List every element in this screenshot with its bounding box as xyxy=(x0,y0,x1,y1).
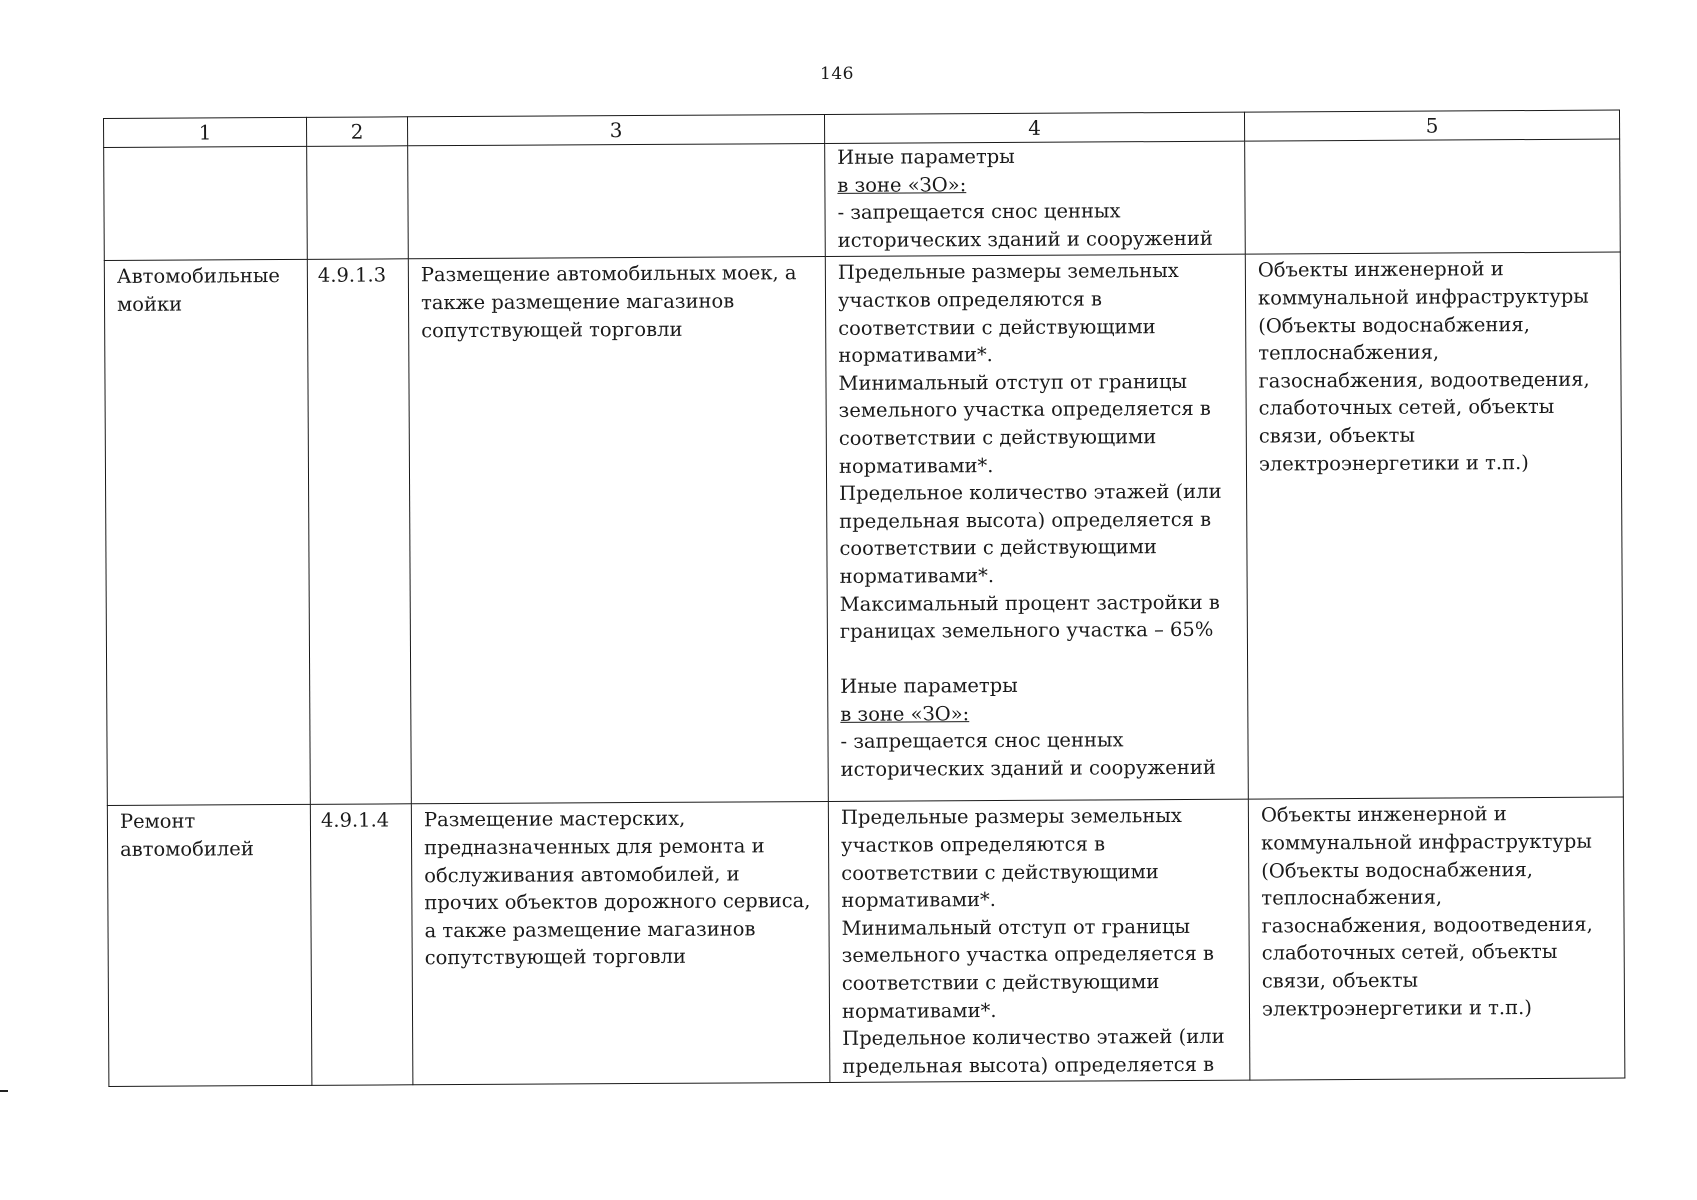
infrastructure-cell-line: связи, объекты xyxy=(1261,968,1419,993)
parameters-cell xyxy=(825,141,1246,257)
use-code-cell xyxy=(307,146,409,260)
infrastructure-cell-line: электроэнергетики и т.п.) xyxy=(1258,450,1529,476)
use-description-cell-line: а также размещение магазинов xyxy=(424,917,756,942)
page-number xyxy=(820,64,854,84)
parameters-cell xyxy=(828,799,1250,1082)
use-description-cell-line: сопутствующей торговли xyxy=(424,945,687,970)
infrastructure-cell-line: Объекты инженерной и xyxy=(1260,802,1507,827)
header-col-2: 2 xyxy=(306,117,407,147)
infrastructure-cell-line: теплоснабжения, xyxy=(1258,340,1440,365)
parameters-cell xyxy=(825,254,1248,801)
use-code-cell: 4.9.1.4 xyxy=(310,804,413,1085)
parameters-cell-line: нормативами*. xyxy=(841,888,996,913)
parameters-cell-line: исторических зданий и сооружений xyxy=(837,226,1213,252)
parameters-cell-line: Предельные размеры земельных xyxy=(840,804,1182,830)
header-col-5: 5 xyxy=(1244,110,1619,141)
parameters-cell-line: предельная высота) определяется в xyxy=(842,1052,1215,1078)
use-name-cell-line: Автомобильные xyxy=(116,264,280,289)
infrastructure-cell-line: электроэнергетики и т.п.) xyxy=(1261,995,1532,1021)
use-name-cell-line: Ремонт xyxy=(119,809,196,834)
page-number-text: 146 xyxy=(820,64,854,84)
parameters-cell-line: участков определяются в xyxy=(837,287,1103,312)
table-row-car-repair xyxy=(107,797,1625,1086)
infrastructure-cell-line: слаботочных сетей, объекты xyxy=(1261,940,1558,965)
parameters-cell-line: соответствии с действующими xyxy=(838,425,1157,450)
infrastructure-cell-line: связи, объекты xyxy=(1258,423,1416,448)
parameters-cell-line: нормативами*. xyxy=(839,563,995,588)
use-name-cell xyxy=(104,146,308,261)
infrastructure-cell xyxy=(1245,139,1621,254)
infrastructure-cell-line: газоснабжения, водоотведения, xyxy=(1258,367,1590,393)
parameters-cell-line: Минимальный отступ от границы xyxy=(841,914,1191,940)
parameters-cell-line: в зоне «ЗО»: xyxy=(840,702,970,726)
use-description-cell-line: Размещение мастерских, xyxy=(423,807,686,832)
parameters-cell-line: Иные параметры xyxy=(840,674,1018,699)
land-use-table-grid xyxy=(103,110,1625,1088)
use-description-cell xyxy=(411,802,830,1085)
table-row-continuation xyxy=(104,139,1621,261)
parameters-cell-line: в зоне «ЗО»: xyxy=(837,172,967,197)
use-name-cell-line: автомобилей xyxy=(120,837,254,861)
table-row-car-wash xyxy=(104,252,1623,805)
parameters-cell-line: Предельное количество этажей (или xyxy=(842,1024,1225,1051)
infrastructure-cell-line: коммунальной инфраструктуры xyxy=(1257,284,1589,310)
parameters-cell-line: нормативами*. xyxy=(841,998,997,1023)
use-description-cell xyxy=(408,143,826,259)
header-col-1: 1 xyxy=(104,117,307,147)
use-description-cell-line: прочих объектов дорожного сервиса, xyxy=(424,889,811,915)
use-description-cell-line: также размещение магазинов xyxy=(420,289,735,315)
use-description-cell-line: Размещение автомобильных моек, а xyxy=(420,261,797,287)
parameters-cell-line: Максимальный процент застройки в xyxy=(839,590,1220,616)
parameters-cell-line: соответствии с действующими xyxy=(841,859,1159,885)
use-description-cell-line: предназначенных для ремонта и xyxy=(424,834,765,860)
header-col-3: 3 xyxy=(407,114,824,145)
parameters-cell-line: - запрещается снос ценных xyxy=(837,199,1121,225)
use-name-cell xyxy=(104,260,310,806)
parameters-cell-line: Минимальный отступ от границы xyxy=(838,369,1188,395)
use-description-cell xyxy=(408,257,828,804)
header-col-4: 4 xyxy=(824,112,1244,143)
blank-line xyxy=(840,643,1235,673)
land-use-table xyxy=(103,110,1624,1088)
parameters-cell-line: соответствии с действующими xyxy=(838,314,1156,340)
parameters-cell-line: соответствии с действующими xyxy=(839,535,1157,561)
parameters-cell-line: Иные параметры xyxy=(837,144,1015,169)
infrastructure-cell xyxy=(1245,252,1623,799)
parameters-cell-line: земельного участка определяется в xyxy=(841,942,1214,968)
infrastructure-cell-line: теплоснабжения, xyxy=(1261,885,1443,910)
parameters-cell-line: Предельное количество этажей (или xyxy=(839,479,1222,506)
use-name-cell xyxy=(107,805,312,1087)
parameters-cell-line: участков определяются в xyxy=(841,832,1106,857)
parameters-cell-line: земельного участка определяется в xyxy=(838,397,1211,423)
infrastructure-cell-line: коммунальной инфраструктуры xyxy=(1261,829,1592,855)
use-description-cell-line: обслуживания автомобилей, и xyxy=(424,862,740,887)
infrastructure-cell-line: (Объекты водоснабжения, xyxy=(1261,857,1533,883)
parameters-cell-line: соответствии с действующими xyxy=(841,970,1160,995)
use-description-cell-line: сопутствующей торговли xyxy=(421,317,683,342)
infrastructure-cell-line: газоснабжения, водоотведения, xyxy=(1261,912,1593,938)
infrastructure-cell-line: слаботочных сетей, объекты xyxy=(1258,395,1555,420)
infrastructure-cell-line: (Объекты водоснабжения, xyxy=(1258,312,1530,338)
parameters-cell-line: исторических зданий и сооружений xyxy=(840,755,1216,781)
parameters-cell-line: - запрещается снос ценных xyxy=(840,728,1124,754)
use-code-cell: 4.9.1.3 xyxy=(307,259,411,805)
parameters-cell-line: Предельные размеры земельных xyxy=(837,259,1179,285)
parameters-cell-line: границах земельного участка – 65% xyxy=(839,617,1214,643)
parameters-cell-line: нормативами*. xyxy=(838,453,994,478)
infrastructure-cell-line: Объекты инженерной и xyxy=(1257,257,1504,282)
parameters-cell-line: предельная высота) определяется в xyxy=(839,507,1212,533)
scan-edge-mark xyxy=(0,1090,8,1092)
parameters-cell-line: нормативами*. xyxy=(838,343,993,368)
use-name-cell-line: мойки xyxy=(116,292,183,316)
infrastructure-cell xyxy=(1248,797,1625,1080)
